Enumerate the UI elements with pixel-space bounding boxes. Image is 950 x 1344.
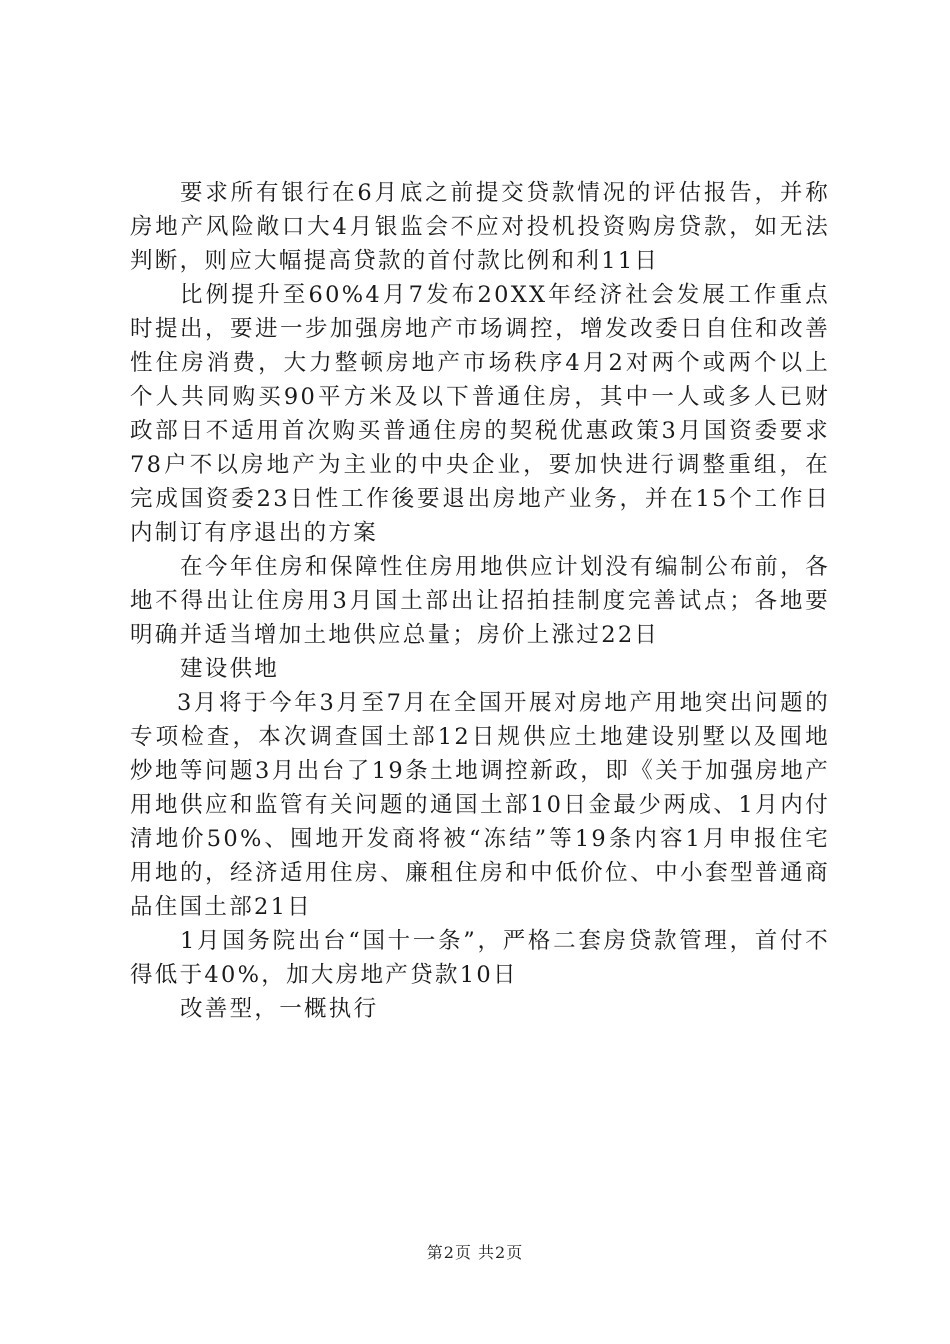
paragraph-construction-land: 建设供地 (180, 656, 280, 682)
paragraph-land-supply-plan: 在今年住房和保障性住房用地供应计划没有编制公布前，各地不得出让住房用3月国土部出让招拍挂制度完善试点；各地要明确并适当增加土地供应总量；房价上涨过22日 (130, 554, 830, 648)
paragraph-state-council-policy: 1月国务院出台“国十一条”，严格二套房贷款管理，首付不得低于40%，加大房地产贷款10日 (130, 928, 830, 988)
paragraph-market-regulation: 比例提升至60%4月7发布20XX年经济社会发展工作重点时提出，要进一步加强房地产市场调控，增发改委日自住和改善性住房消费，大力整顿房地产市场秩序4月2对两个或两个以上个人共同购买90平方米及以下普通住房，其中一人或多人已财政部日不适用首次购买普通住房的契税优惠政策3月国资委要求78户不以房地产为主业的中央企业，要加快进行调整重组，在完成国资委23日性工作後要退出房地产业务，并在15个工作日内制订有序退出的方案 (130, 282, 830, 546)
paragraph-bank-loan-assessment: 要求所有银行在6月底之前提交贷款情况的评估报告，并称房地产风险敞口大4月银监会不应对投机投资购房贷款，如无法判断，则应大幅提高贷款的首付款比例和利11日 (130, 180, 830, 274)
document-body (130, 176, 830, 1026)
page-number-footer: 第2页 共2页 (426, 1243, 524, 1262)
paragraph-land-inspection: 3月将于今年3月至7月在全国开展对房地产用地突出问题的专项检查，本次调查国土部12日规供应土地建设别墅以及囤地炒地等问题3月出台了19条土地调控新政，即《关于加强房地产用地供应和监管有关问题的通国土部10日金最少两成、1月内付清地价50%、囤地开发商将被“冻结”等19条内容1月申报住宅用地的，经济适用住房、廉租住房和中低价位、中小套型普通商品住国土部21日 (130, 690, 830, 920)
paragraph-improvement-type: 改善型，一概执行 (180, 996, 379, 1022)
